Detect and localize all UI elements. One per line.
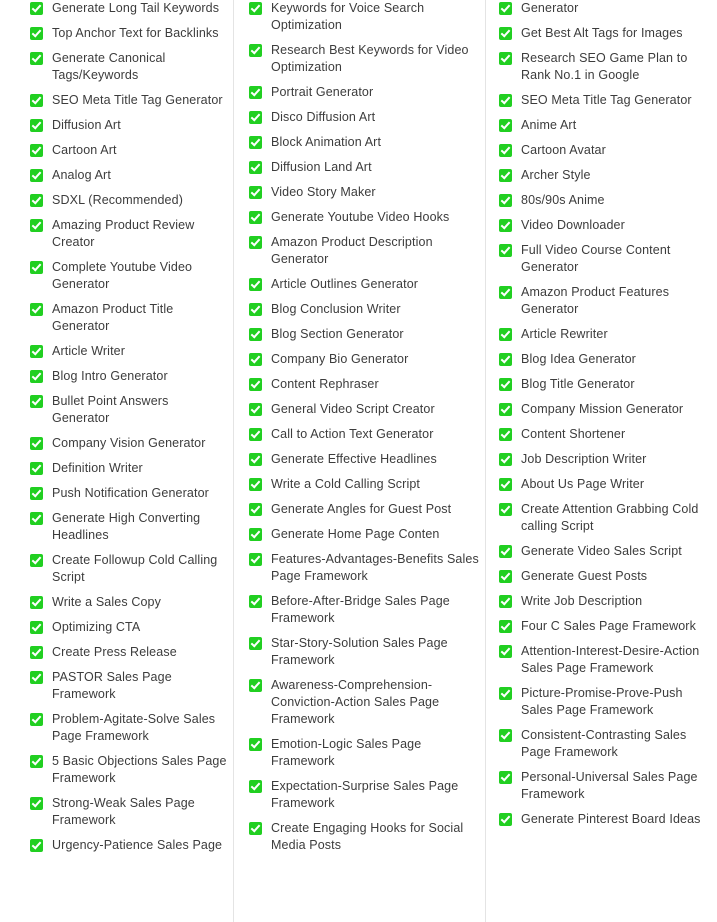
list-item[interactable] [249,234,479,268]
list-item-label: Company Mission Generator [521,402,684,416]
list-item-label: Article Writer [52,344,126,358]
list-item-label: Push Notification Generator [52,486,209,500]
list-item[interactable] [249,635,479,669]
list-item-label: Write a Cold Calling Script [271,477,421,491]
list-item[interactable] [249,184,479,201]
list-item-label: General Video Script Creator [271,402,435,416]
list-item[interactable] [30,117,227,134]
checkbox-checked-icon[interactable] [499,52,512,65]
list-item-label: Research Best Keywords for Video Optimization [271,43,469,74]
checkbox-checked-icon[interactable] [30,839,43,852]
list-item-label: Write Job Description [521,594,643,608]
list-item[interactable] [499,618,711,635]
list-item[interactable] [30,343,227,360]
list-item-label: Create Followup Cold Calling Script [52,553,218,584]
list-item-label: Urgency-Patience Sales Page [52,838,223,852]
list-item-label: Diffusion Land Art [271,160,372,174]
list-item-label: Definition Writer [52,461,143,475]
list-item-label: Video Story Maker [271,185,376,199]
checkbox-checked-icon[interactable] [30,713,43,726]
list-item[interactable] [249,451,479,468]
checkbox-checked-icon[interactable] [249,161,262,174]
list-item[interactable] [30,552,227,586]
list-item[interactable] [30,142,227,159]
checkbox-checked-icon[interactable] [249,86,262,99]
checkbox-checked-icon[interactable] [249,111,262,124]
checkbox-checked-icon[interactable] [249,303,262,316]
list-item-label: Generate Home Page Conten [271,527,440,541]
list-item[interactable] [249,326,479,343]
checkbox-checked-icon[interactable] [249,780,262,793]
checkbox-checked-icon[interactable] [499,813,512,826]
list-item[interactable] [249,84,479,101]
list-item[interactable] [30,92,227,109]
list-item-label: Problem-Agitate-Solve Sales Page Framework [52,712,216,743]
checkbox-checked-icon[interactable] [249,2,262,15]
list-item-label: Awareness-Comprehension-Conviction-Action Sales Page Framework [271,678,440,726]
checkbox-checked-icon[interactable] [30,370,43,383]
list-item-label: About Us Page Writer [521,477,645,491]
list-item-label: Generate Guest Posts [521,569,648,583]
checkbox-checked-icon[interactable] [249,822,262,835]
checkbox-checked-icon[interactable] [499,428,512,441]
list-item[interactable] [30,711,227,745]
checkbox-checked-icon[interactable] [499,244,512,257]
list-item[interactable] [249,593,479,627]
checkbox-checked-icon[interactable] [499,286,512,299]
list-item-label: Consistent-Contrasting Sales Page Framework [521,728,687,759]
list-item[interactable] [30,485,227,502]
list-item[interactable] [30,0,227,17]
checkbox-checked-icon[interactable] [499,27,512,40]
list-item[interactable] [499,242,711,276]
checkbox-checked-icon[interactable] [30,169,43,182]
checkbox-checked-icon[interactable] [499,403,512,416]
checkbox-checked-icon[interactable] [30,261,43,274]
list-item[interactable] [249,820,479,854]
checkbox-checked-icon[interactable] [499,378,512,391]
checkbox-checked-icon[interactable] [499,328,512,341]
checkbox-checked-icon[interactable] [249,637,262,650]
checkbox-checked-icon[interactable] [249,553,262,566]
list-item[interactable] [249,134,479,151]
list-item-label: Personal-Universal Sales Page Framework [521,770,698,801]
list-item-label: Generate High Converting Headlines [52,511,201,542]
list-item[interactable] [499,376,711,393]
list-item-label: Blog Title Generator [521,377,635,391]
list-item[interactable] [499,326,711,343]
list-item-label: Create Press Release [52,645,177,659]
checkbox-checked-icon[interactable] [499,144,512,157]
list-item-label: Anime Art [521,118,577,132]
list-item-label: Company Vision Generator [52,436,206,450]
list-item-label: Emotion-Logic Sales Page Framework [271,737,422,768]
list-item-label: Amazon Product Features Generator [521,285,670,316]
list-item[interactable] [249,526,479,543]
list-item[interactable] [249,476,479,493]
checkbox-checked-icon[interactable] [499,194,512,207]
list-item[interactable] [30,192,227,209]
list-item-label: Research SEO Game Plan to Rank No.1 in Google [521,51,688,82]
checkbox-checked-icon[interactable] [249,679,262,692]
list-item[interactable] [249,351,479,368]
list-item-label: 80s/90s Anime [521,193,605,207]
list-item[interactable] [499,476,711,493]
checkbox-checked-icon[interactable] [30,395,43,408]
checkbox-checked-icon[interactable] [30,194,43,207]
list-item-label: Generate Long Tail Keywords [52,1,220,15]
checkbox-checked-icon[interactable] [249,136,262,149]
list-item[interactable] [499,685,711,719]
list-item-label: Video Downloader [521,218,625,232]
checkbox-checked-icon[interactable] [30,671,43,684]
list-item-label: SEO Meta Title Tag Generator [52,93,223,107]
checkbox-checked-icon[interactable] [249,503,262,516]
list-item-label: Job Description Writer [521,452,647,466]
list-item-label: Generate Effective Headlines [271,452,437,466]
list-item-label: Expectation-Surprise Sales Page Framework [271,779,459,810]
list-item-label: SEO Meta Title Tag Generator [521,93,692,107]
list-item[interactable] [249,778,479,812]
list-item-label: Generate Angles for Guest Post [271,502,452,516]
list-item-label: Generate Pinterest Board Ideas [521,812,701,826]
checkbox-checked-icon[interactable] [30,303,43,316]
list-item[interactable] [30,301,227,335]
list-item-label: Generate Canonical Tags/Keywords [52,51,166,82]
checkbox-checked-icon[interactable] [30,596,43,609]
list-item-label: Blog Idea Generator [521,352,636,366]
list-item[interactable] [499,769,711,803]
list-item[interactable] [249,677,479,728]
list-item[interactable] [499,25,711,42]
list-item-label: Article Rewriter [521,327,608,341]
list-item-label: Amazon Product Title Generator [52,302,174,333]
checkbox-checked-icon[interactable] [30,621,43,634]
list-item-label: Features-Advantages-Benefits Sales Page Framework [271,552,479,583]
list-item[interactable] [30,50,227,84]
feature-column-1 [0,0,233,862]
list-item[interactable] [30,669,227,703]
checkbox-checked-icon[interactable] [499,478,512,491]
checkbox-checked-icon[interactable] [499,219,512,232]
list-item[interactable] [499,501,711,535]
list-item[interactable] [30,167,227,184]
checkbox-checked-icon[interactable] [249,478,262,491]
list-item[interactable] [249,501,479,518]
checkbox-checked-icon[interactable] [249,428,262,441]
list-item[interactable] [499,50,711,84]
checkbox-checked-icon[interactable] [30,345,43,358]
checkbox-checked-icon[interactable] [249,44,262,57]
list-item[interactable] [30,594,227,611]
list-item-label: Blog Section Generator [271,327,404,341]
checkbox-checked-icon[interactable] [499,353,512,366]
checkbox-checked-icon[interactable] [249,738,262,751]
list-item[interactable] [249,209,479,226]
checkbox-checked-icon[interactable] [249,186,262,199]
checkbox-checked-icon[interactable] [30,512,43,525]
checkbox-checked-icon[interactable] [30,462,43,475]
list-item[interactable] [30,795,227,829]
list-item[interactable] [30,644,227,661]
checkbox-checked-icon[interactable] [499,645,512,658]
checkbox-checked-icon[interactable] [249,328,262,341]
list-item[interactable] [499,568,711,585]
list-item[interactable] [499,142,711,159]
checkbox-checked-icon[interactable] [499,620,512,633]
list-item-label: Cartoon Avatar [521,143,606,157]
list-item[interactable] [249,0,479,34]
list-item[interactable] [249,551,479,585]
list-item[interactable] [249,376,479,393]
list-item-label: Archer Style [521,168,591,182]
checkbox-checked-icon[interactable] [30,646,43,659]
checkbox-checked-icon[interactable] [499,453,512,466]
list-item[interactable] [249,736,479,770]
list-item-label: Attention-Interest-Desire-Action Sales Page Framework [521,644,700,675]
list-item[interactable] [249,159,479,176]
list-item[interactable] [499,643,711,677]
checkbox-checked-icon[interactable] [30,755,43,768]
list-item[interactable] [499,117,711,134]
checkbox-checked-icon[interactable] [249,403,262,416]
checkbox-checked-icon[interactable] [30,144,43,157]
checkbox-checked-icon[interactable] [30,119,43,132]
checkbox-checked-icon[interactable] [499,169,512,182]
list-item[interactable] [30,259,227,293]
list-item[interactable] [499,217,711,234]
list-item-label: Amazon Product Description Generator [271,235,433,266]
list-item-label: Portrait Generator [271,85,374,99]
list-item-label: Content Shortener [521,427,626,441]
list-item[interactable] [30,753,227,787]
list-item[interactable] [30,510,227,544]
checkbox-checked-icon[interactable] [30,94,43,107]
list-item[interactable] [30,435,227,452]
checkbox-checked-icon[interactable] [30,2,43,15]
list-item[interactable] [499,351,711,368]
list-item-label: Create Engaging Hooks for Social Media Posts [271,821,464,852]
list-item-label: Four C Sales Page Framework [521,619,696,633]
feature-column-2 [233,0,485,862]
checkbox-checked-icon[interactable] [30,219,43,232]
list-item-label: Strong-Weak Sales Page Framework [52,796,195,827]
checkbox-checked-icon[interactable] [30,437,43,450]
list-item-label: Write a Sales Copy [52,595,162,609]
list-item-label: Before-After-Bridge Sales Page Framework [271,594,450,625]
list-item-label: Create Attention Grabbing Cold calling Script [521,502,699,533]
checkbox-checked-icon[interactable] [499,595,512,608]
list-item[interactable] [499,92,711,109]
list-item-label: Full Video Course Content Generator [521,243,671,274]
checkbox-checked-icon[interactable] [499,570,512,583]
list-item[interactable] [30,619,227,636]
list-item-label: Block Animation Art [271,135,382,149]
list-item[interactable] [249,276,479,293]
list-item-label: Star-Story-Solution Sales Page Framework [271,636,448,667]
checkbox-checked-icon[interactable] [499,729,512,742]
list-item[interactable] [499,426,711,443]
list-item[interactable] [249,301,479,318]
checkbox-checked-icon[interactable] [30,52,43,65]
list-item[interactable] [30,837,227,854]
list-item-label: Bullet Point Answers Generator [52,394,169,425]
list-item-label: Top Anchor Text for Backlinks [52,26,219,40]
list-item[interactable] [499,811,711,828]
list-item-label: Blog Conclusion Writer [271,302,401,316]
list-item[interactable] [499,167,711,184]
list-item[interactable] [499,543,711,560]
list-item-label: Diffusion Art [52,118,121,132]
list-item-label: SDXL (Recommended) [52,193,184,207]
checkbox-checked-icon[interactable] [249,528,262,541]
checkbox-checked-icon[interactable] [30,554,43,567]
list-item[interactable] [249,109,479,126]
checkbox-checked-icon[interactable] [249,453,262,466]
list-item[interactable] [249,426,479,443]
list-item[interactable] [499,401,711,418]
checkbox-checked-icon[interactable] [499,503,512,516]
list-item-label: Generate Youtube Video Hooks [271,210,450,224]
list-item-label: Disco Diffusion Art [271,110,376,124]
list-item-label: 5 Basic Objections Sales Page Framework [52,754,227,785]
list-item-label: Article Outlines Generator [271,277,419,291]
checkbox-checked-icon[interactable] [30,797,43,810]
list-item[interactable] [30,368,227,385]
checkbox-checked-icon[interactable] [30,487,43,500]
list-item-label: Keywords for Voice Search Optimization [271,1,425,32]
list-item-label: Optimizing CTA [52,620,141,634]
list-item-label: Analog Art [52,168,111,182]
checkbox-checked-icon[interactable] [249,211,262,224]
list-item[interactable] [249,42,479,76]
list-item-label: Content Rephraser [271,377,379,391]
list-item-label: PASTOR Sales Page Framework [52,670,172,701]
checkbox-checked-icon[interactable] [499,119,512,132]
list-item-label: Complete Youtube Video Generator [52,260,193,291]
list-item[interactable] [30,460,227,477]
feature-column-3 [485,0,717,862]
list-item[interactable] [499,451,711,468]
checkbox-checked-icon[interactable] [249,353,262,366]
checkbox-checked-icon[interactable] [249,278,262,291]
checkbox-checked-icon[interactable] [499,94,512,107]
list-item[interactable] [499,593,711,610]
list-item[interactable] [499,284,711,318]
list-item[interactable] [499,727,711,761]
checkbox-checked-icon[interactable] [249,595,262,608]
list-item[interactable] [499,0,711,17]
checkbox-checked-icon[interactable] [499,687,512,700]
list-item-label: Call to Action Text Generator [271,427,434,441]
list-item-label: Amazing Product Review Creator [52,218,195,249]
list-item[interactable] [499,192,711,209]
checkbox-checked-icon[interactable] [499,771,512,784]
list-item-label: Company Bio Generator [271,352,409,366]
checkbox-checked-icon[interactable] [30,27,43,40]
list-item[interactable] [30,393,227,427]
list-item[interactable] [249,401,479,418]
list-item-label: Generate Video Sales Script [521,544,682,558]
checkbox-checked-icon[interactable] [249,378,262,391]
list-item-label: Blog Intro Generator [52,369,168,383]
checkbox-checked-icon[interactable] [499,2,512,15]
list-item-label: Picture-Promise-Prove-Push Sales Page Framework [521,686,683,717]
checkbox-checked-icon[interactable] [499,545,512,558]
list-item[interactable] [30,217,227,251]
list-item-label: Generator [521,1,579,15]
list-item-label: Cartoon Art [52,143,117,157]
list-item-label: Get Best Alt Tags for Images [521,26,683,40]
list-item[interactable] [30,25,227,42]
checkbox-checked-icon[interactable] [249,236,262,249]
